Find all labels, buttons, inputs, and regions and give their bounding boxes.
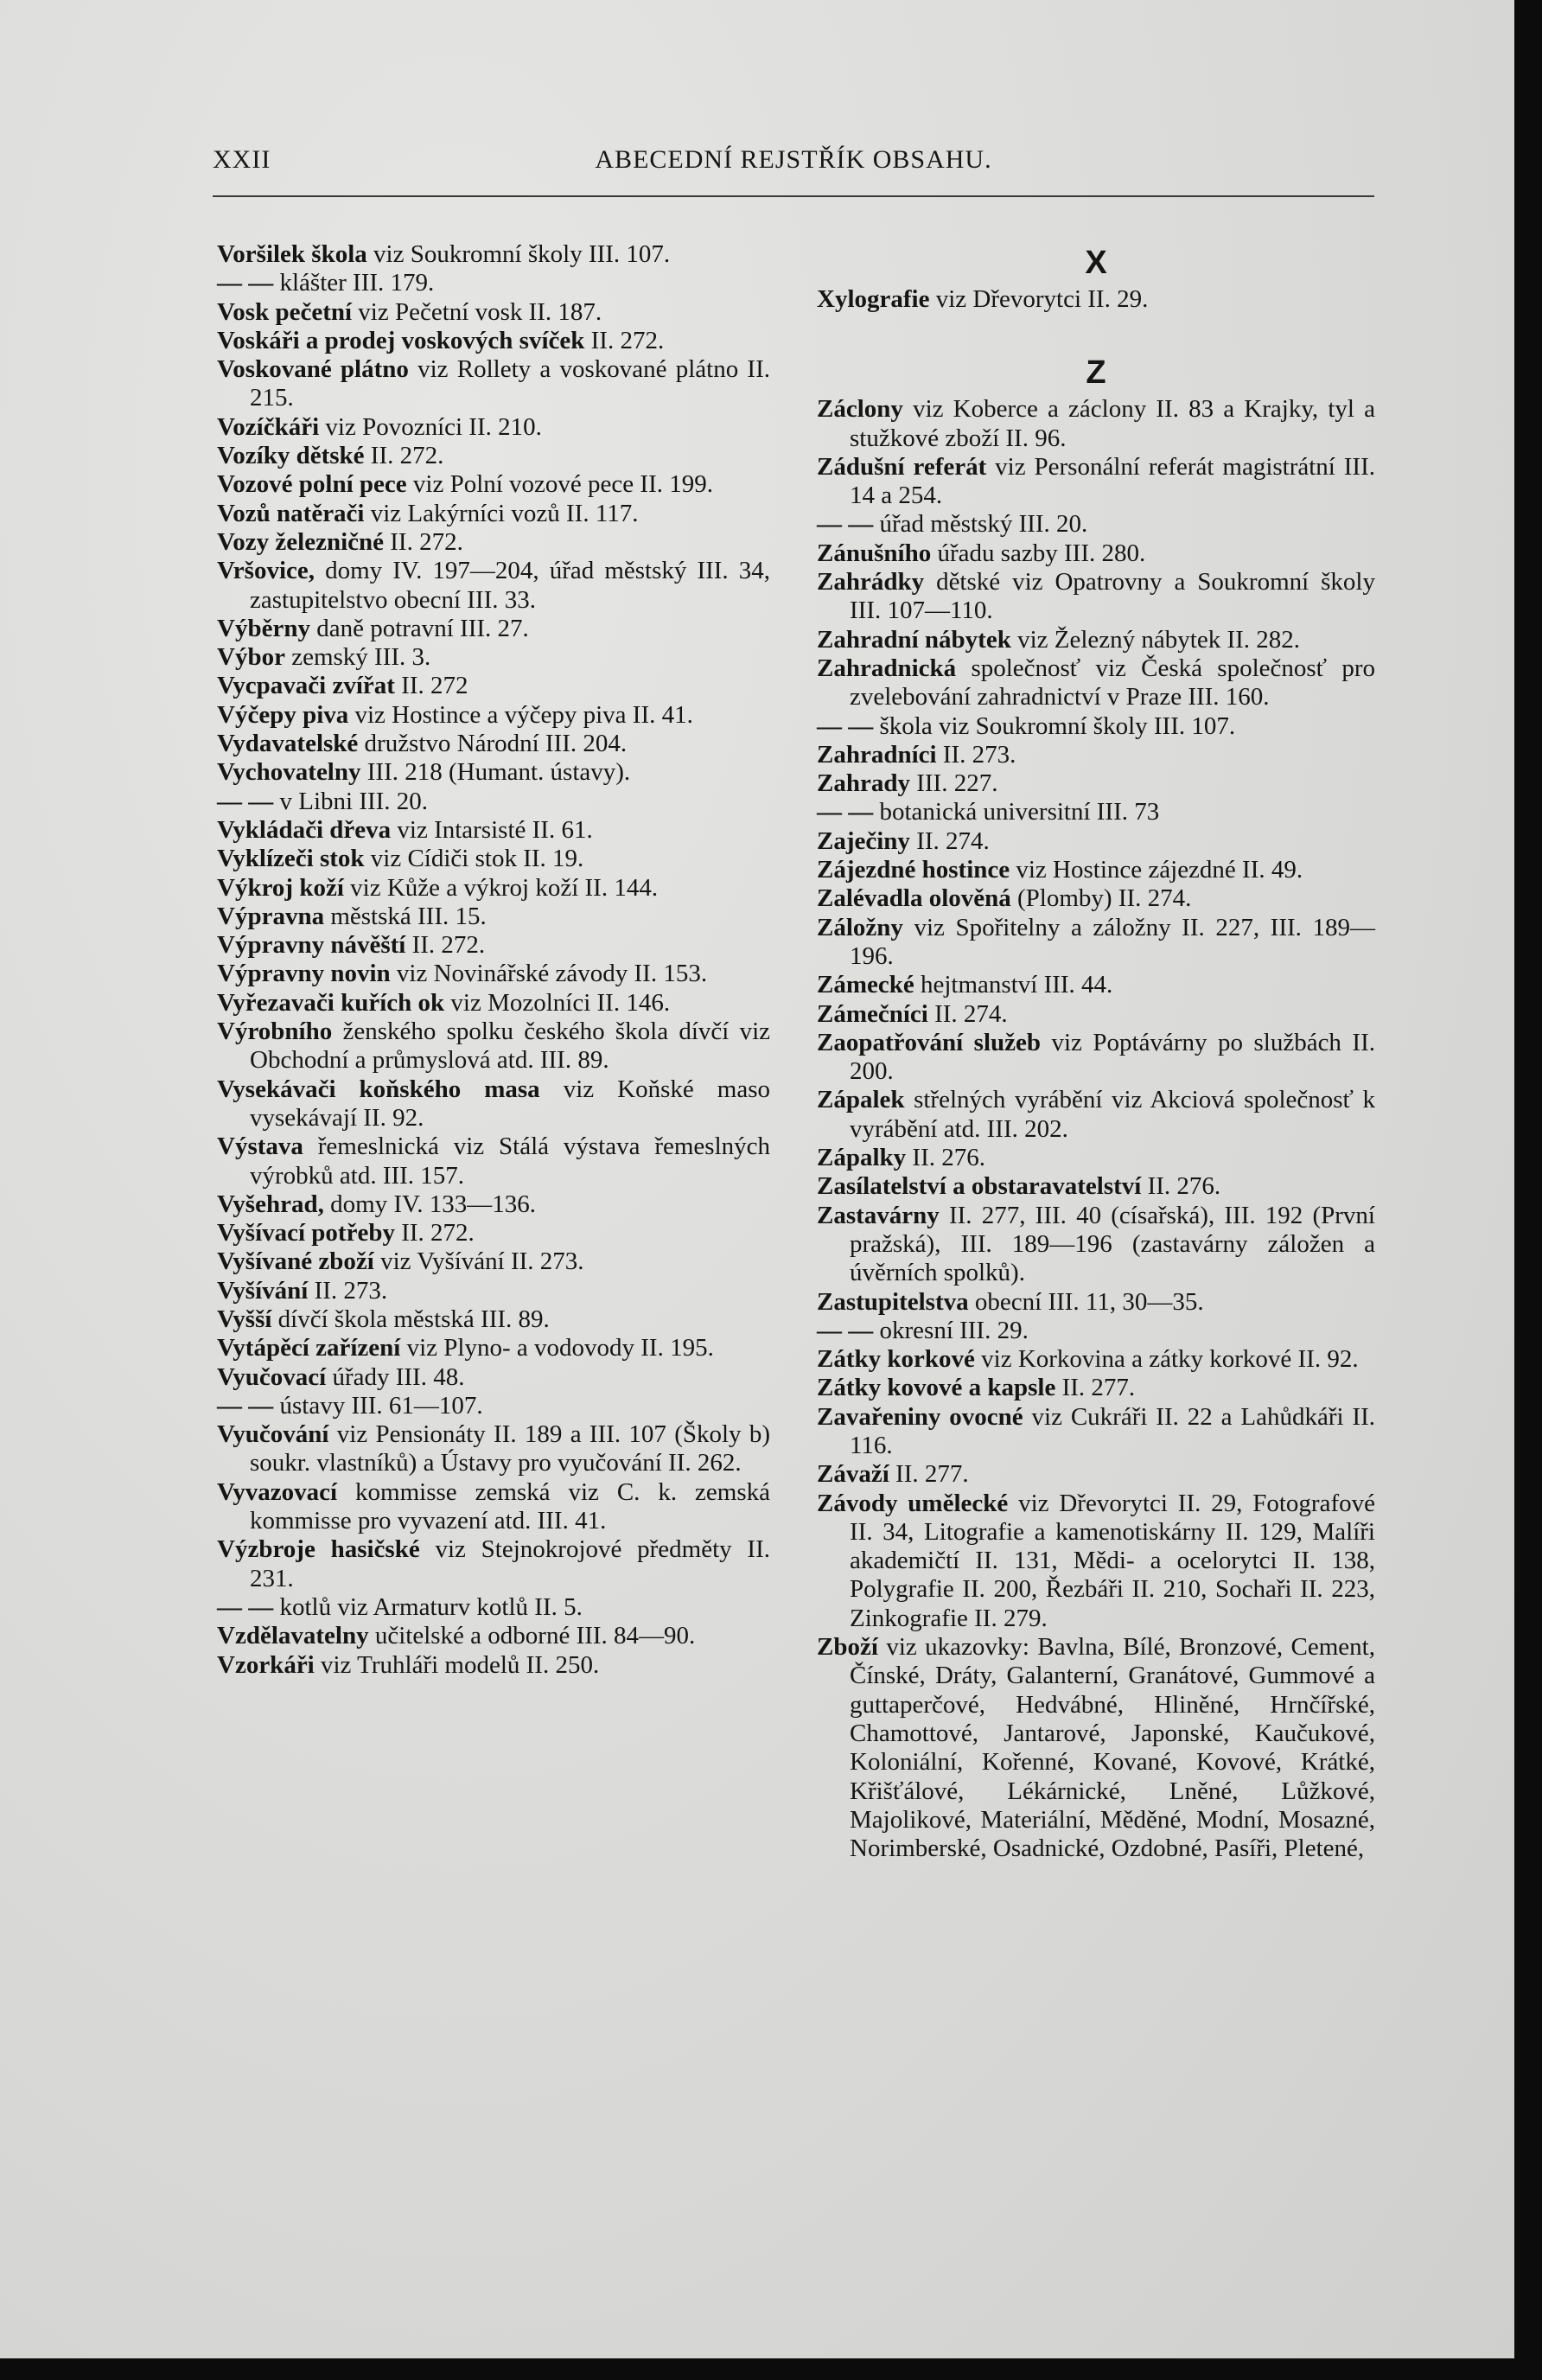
- entry-headword: Vydavatelské: [217, 730, 359, 758]
- index-entry: [217, 1190, 770, 1219]
- entry-references: (Plomby) II. 274.: [1010, 884, 1192, 913]
- entry-references: ústavy III. 61—107.: [273, 1391, 483, 1420]
- entry-headword: Zápalek: [817, 1086, 905, 1114]
- entry-headword: Zastupitelstva: [817, 1287, 969, 1316]
- entry-headword: Voskované plátno: [217, 355, 409, 384]
- entry-references: učitelské a odborné III. 84—90.: [368, 1622, 696, 1650]
- header-rule: [213, 195, 1374, 197]
- index-entry: [217, 1651, 770, 1680]
- entry-headword: Vosk pečetní: [217, 297, 353, 326]
- entry-headword: Výrobního: [217, 1018, 333, 1046]
- entry-headword: — —: [217, 1592, 274, 1621]
- entry-references: II. 277, III. 40 (císařská), III. 192 (První pražská), III. 189—196 (zastavárny záložen a úvěrních spolků).: [850, 1201, 1375, 1287]
- entry-references: viz Kůže a výkroj koží II. 144.: [343, 873, 659, 902]
- entry-headword: Zahradní nábytek: [817, 625, 1011, 654]
- index-entry: [217, 1535, 770, 1593]
- entry-references: viz Vyšívání II. 273.: [373, 1247, 584, 1276]
- index-entry: [817, 568, 1375, 626]
- entry-headword: Výpravny novin: [217, 960, 391, 988]
- index-entry: [817, 626, 1375, 654]
- index-entry: [217, 1018, 770, 1075]
- entry-headword: Vykládači dřeva: [217, 815, 392, 844]
- entry-headword: Zátky korkové: [817, 1345, 975, 1374]
- entry-references: viz Soukromní školy III. 107.: [366, 240, 671, 268]
- entry-references: botanická universitní III. 73: [873, 798, 1160, 826]
- index-entry: [817, 285, 1375, 314]
- entry-references: II. 274.: [909, 826, 990, 855]
- entry-references: II. 272.: [364, 442, 444, 470]
- entry-references: domy IV. 133—136.: [323, 1190, 536, 1218]
- entry-references: viz Stejnokrojové předměty II. 231.: [250, 1535, 770, 1592]
- index-entry: [217, 355, 770, 413]
- index-entry: [817, 971, 1375, 999]
- index-entry: [817, 1374, 1375, 1402]
- index-entry: [217, 327, 770, 355]
- index-entry: [217, 413, 770, 442]
- entry-headword: Vyklízeči stok: [217, 845, 365, 873]
- entry-headword: Vozové polní pece: [217, 470, 407, 499]
- entry-references: viz Polní vozové pece II. 199.: [406, 470, 713, 499]
- entry-headword: Výzbroje hasičské: [217, 1535, 420, 1564]
- entry-references: řemeslnická viz Stálá výstava řemeslných výrobků atd. III. 157.: [250, 1133, 770, 1190]
- index-entry: [217, 816, 770, 845]
- entry-references: viz Dřevorytci II. 29.: [929, 285, 1149, 313]
- entry-references: úřadu sazby III. 280.: [931, 539, 1146, 567]
- entry-headword: Zátky kovové a kapsle: [817, 1374, 1056, 1402]
- index-entry: [217, 500, 770, 528]
- index-entry: [217, 1133, 770, 1190]
- entry-references: hejtmanství III. 44.: [914, 971, 1113, 999]
- index-entry: [217, 672, 770, 700]
- entry-headword: Vršovice,: [217, 557, 315, 585]
- entry-headword: Zahrady: [817, 769, 910, 798]
- entry-headword: Vyřezavači kuřích ok: [217, 988, 445, 1017]
- index-entry: [217, 1593, 770, 1622]
- entry-references: klášter III. 179.: [273, 269, 435, 297]
- entry-headword: Vyšehrad,: [217, 1190, 324, 1218]
- section-gap: [817, 314, 1375, 350]
- running-header: [213, 145, 1374, 180]
- entry-headword: Vozíky dětské: [217, 442, 365, 470]
- index-entry: [217, 758, 770, 787]
- entry-references: viz Cukráři II. 22 a Lahůdkáři II. 116.: [850, 1402, 1375, 1459]
- entry-headword: Zavařeniny ovocné: [817, 1402, 1023, 1431]
- entry-references: viz Železný nábytek II. 282.: [1010, 625, 1301, 654]
- entry-references: viz Hostince a výčepy piva II. 41.: [348, 700, 693, 729]
- entry-references: družstvo Národní III. 204.: [358, 730, 628, 758]
- index-entry: [217, 1420, 770, 1478]
- entry-references: škola viz Soukromní školy III. 107.: [873, 711, 1236, 740]
- left-column: [217, 240, 770, 1680]
- entry-headword: Vychovatelny: [217, 758, 361, 787]
- entry-references: domy IV. 197—204, úřad městský III. 34, zastupitelstvo obecní III. 33.: [250, 557, 770, 614]
- entry-headword: Zájezdné hostince: [817, 856, 1010, 884]
- entry-headword: Záclony: [817, 395, 903, 424]
- entry-references: viz Mozolníci II. 146.: [444, 988, 671, 1017]
- entry-references: viz Intarsisté II. 61.: [391, 815, 593, 844]
- entry-references: II. 272.: [394, 1219, 475, 1247]
- index-entry: [817, 1460, 1375, 1489]
- index-entry: [217, 1363, 770, 1392]
- entry-references: viz Pensionáty II. 189 a III. 107 (Školy b) soukr. vlastníků) a Ústavy pro vyučování II. 262.: [250, 1420, 770, 1477]
- entry-headword: — —: [217, 787, 274, 815]
- entry-headword: Zahradnická: [817, 654, 957, 682]
- index-entry: [817, 798, 1375, 826]
- index-entry: [217, 903, 770, 931]
- index-entry: [817, 914, 1375, 972]
- entry-references: viz Koňské maso vysekávají II. 92.: [250, 1075, 770, 1132]
- index-entry: [817, 1172, 1375, 1201]
- entry-references: II. 272.: [384, 527, 463, 556]
- entry-headword: — —: [217, 269, 274, 297]
- entry-references: III. 227.: [909, 769, 998, 798]
- index-entry: [217, 1219, 770, 1247]
- entry-headword: Zaopatřování služeb: [817, 1028, 1042, 1056]
- entry-headword: — —: [217, 1391, 274, 1420]
- index-entry: [817, 1345, 1375, 1374]
- section-letter: Z: [1086, 354, 1106, 392]
- entry-references: viz Lakýrníci vozů II. 117.: [364, 499, 639, 527]
- entry-references: obecní III. 11, 30—35.: [968, 1287, 1204, 1316]
- entry-headword: Xylografie: [817, 285, 930, 313]
- entry-references: viz Koberce a záclony II. 83 a Krajky, tyl a stužkové zboží II. 96.: [850, 395, 1375, 452]
- index-entry: [817, 1403, 1375, 1461]
- index-entry: [217, 240, 770, 269]
- entry-headword: Vyučovací: [217, 1362, 327, 1391]
- entry-references: II. 272.: [405, 931, 486, 960]
- entry-headword: — —: [817, 510, 874, 539]
- index-entry: [217, 960, 770, 988]
- entry-references: střelných vyrábění viz Akciová společnosť k vyrábění atd. III. 202.: [850, 1086, 1375, 1143]
- entry-headword: Závaží: [817, 1460, 889, 1489]
- entry-headword: Výčepy piva: [217, 700, 349, 729]
- index-entry: [817, 1202, 1375, 1288]
- entry-references: městská III. 15.: [324, 902, 487, 930]
- index-entry: [817, 1288, 1375, 1317]
- entry-references: viz Spořitelny a záložny II. 227, III. 189—196.: [850, 913, 1375, 970]
- entry-references: daně potravní III. 27.: [309, 614, 529, 642]
- index-entry: [817, 827, 1375, 856]
- entry-references: okresní III. 29.: [873, 1316, 1029, 1344]
- entry-headword: — —: [817, 798, 874, 826]
- entry-references: viz Cídiči stok II. 19.: [364, 845, 584, 873]
- section-letter: X: [1085, 245, 1107, 281]
- index-entry: [217, 874, 770, 903]
- entry-references: viz Novinářské závody II. 153.: [390, 960, 708, 988]
- entry-headword: Vycpavači zvířat: [217, 672, 395, 700]
- entry-references: dětské viz Opatrovny a Soukromní školy III. 107—110.: [850, 568, 1375, 625]
- index-entry: [817, 1317, 1375, 1345]
- index-entry: [817, 769, 1375, 798]
- index-entry: [817, 856, 1375, 884]
- index-entry: [817, 741, 1375, 769]
- index-entry: [217, 931, 770, 960]
- entry-headword: Voskáři a prodej voskových svíček: [217, 326, 585, 354]
- entry-headword: Vozy železničné: [217, 527, 385, 556]
- index-entry: [217, 1334, 770, 1362]
- entry-headword: Výstava: [217, 1133, 303, 1161]
- entry-headword: Zastavárny: [817, 1201, 940, 1229]
- entry-headword: Výpravna: [217, 902, 325, 930]
- entry-references: II. 273.: [308, 1276, 388, 1305]
- index-entry: [217, 1392, 770, 1420]
- entry-headword: Zahrádky: [817, 568, 925, 597]
- entry-references: společnosť viz Česká společnosť pro zvelebování zahradnictví v Praze III. 160.: [850, 654, 1375, 711]
- entry-references: zemský III. 3.: [284, 643, 431, 672]
- index-entry: [217, 701, 770, 730]
- index-entry: [217, 1075, 770, 1133]
- entry-headword: Zalévadla olověná: [817, 884, 1011, 913]
- entry-references: viz Truhláři modelů II. 250.: [314, 1650, 600, 1679]
- entry-headword: Vzdělavatelny: [217, 1622, 369, 1650]
- entry-references: ženského spolku českého škola dívčí viz Obchodní a průmyslová atd. III. 89.: [250, 1018, 770, 1075]
- index-entry: [817, 510, 1375, 539]
- entry-references: viz Personální referát magistrátní III. 14 a 254.: [850, 452, 1375, 510]
- index-entry: [217, 615, 770, 643]
- entry-headword: Zádušní referát: [817, 452, 987, 481]
- entry-headword: Vyšívané zboží: [217, 1247, 374, 1276]
- entry-references: viz Plyno- a vodovody II. 195.: [400, 1334, 714, 1362]
- index-entry: [217, 1622, 770, 1650]
- index-entry: [817, 1086, 1375, 1144]
- index-entry: [817, 1144, 1375, 1172]
- index-entry: [217, 528, 770, 557]
- entry-headword: Zboží: [817, 1633, 878, 1662]
- entry-headword: Vyšívání: [217, 1276, 309, 1305]
- index-entry: [817, 1633, 1375, 1863]
- entry-headword: Výbor: [217, 643, 285, 672]
- entry-headword: Zámecké: [817, 971, 914, 999]
- entry-headword: Vytápěcí zařízení: [217, 1334, 401, 1362]
- page-title: ABECEDNÍ REJSTŘÍK OBSAHU.: [595, 145, 992, 174]
- entry-headword: Zaječiny: [817, 826, 910, 855]
- entry-headword: Zápalky: [817, 1144, 907, 1172]
- entry-references: viz Korkovina a zátky korkové II. 92.: [974, 1345, 1359, 1374]
- page-number: XXII: [213, 145, 271, 174]
- entry-headword: Vyšší: [217, 1305, 272, 1333]
- entry-references: II. 274.: [927, 999, 1008, 1028]
- index-entry: [217, 1277, 770, 1305]
- index-entry: [217, 557, 770, 615]
- entry-headword: Vyšívací potřeby: [217, 1219, 395, 1247]
- index-entry: [817, 395, 1375, 453]
- entry-headword: Vozů natěrači: [217, 499, 365, 527]
- entry-references: úřady III. 48.: [326, 1362, 465, 1391]
- entry-references: viz Povozníci II. 210.: [319, 412, 542, 441]
- entry-headword: — —: [817, 711, 874, 740]
- entry-references: v Libni III. 20.: [273, 787, 429, 815]
- entry-references: viz Poptávárny po službách II. 200.: [850, 1028, 1375, 1086]
- entry-references: kotlů viz Armaturv kotlů II. 5.: [273, 1592, 583, 1621]
- entry-references: viz Rollety a voskované plátno II. 215.: [250, 355, 770, 412]
- entry-references: viz Pečetní vosk II. 187.: [352, 297, 602, 326]
- index-entry: [217, 1305, 770, 1334]
- index-entry: [817, 1000, 1375, 1029]
- entry-headword: Zámečníci: [817, 999, 928, 1028]
- index-entry: [217, 298, 770, 327]
- entry-headword: Zánušního: [817, 539, 932, 567]
- index-entry: [217, 1478, 770, 1536]
- index-entry: [817, 453, 1375, 511]
- index-entry: [217, 442, 770, 470]
- entry-headword: Vyvazovací: [217, 1477, 338, 1506]
- index-entry: [217, 730, 770, 758]
- entry-headword: Závody umělecké: [817, 1489, 1009, 1517]
- entry-references: viz Hostince zájezdné II. 49.: [1010, 856, 1303, 884]
- entry-references: II. 272.: [584, 326, 665, 354]
- right-column: [817, 240, 1375, 1863]
- entry-references: III. 218 (Humant. ústavy).: [360, 758, 631, 787]
- entry-headword: Voršilek škola: [217, 240, 367, 268]
- index-entry: [817, 654, 1375, 712]
- entry-references: dívčí škola městská III. 89.: [271, 1305, 550, 1333]
- entry-headword: Vyučování: [217, 1420, 329, 1449]
- index-entry: [217, 989, 770, 1018]
- index-entry: [217, 470, 770, 499]
- entry-headword: Vzorkáři: [217, 1650, 315, 1679]
- entry-references: viz ukazovky: Bavlna, Bílé, Bronzové, Cement, Čínské, Dráty, Galanterní, Granátové, Gummové a guttaperčové, Hedvábné, Hliněné, Hrnčířské, Chamottové, Jantarové, Japonské, Kaučukové, Koloniální, Kořenné, Kované, Kovové, Krátké, Křišťálové, Lékárnické, Lněné, Lůžkové, Majolikové, Materiální, Měděné, Modní, Mosazné, Norimberské, Osadnické, Ozdobné, Pasíři, Pletené,: [850, 1633, 1375, 1863]
- entry-headword: Záložny: [817, 913, 903, 941]
- entry-references: II. 276.: [1141, 1172, 1221, 1201]
- index-entry: [817, 1490, 1375, 1633]
- entry-references: II. 272: [394, 672, 468, 700]
- index-entry: [217, 269, 770, 297]
- index-entry: [817, 884, 1375, 913]
- entry-references: úřad městský III. 20.: [873, 510, 1088, 539]
- entry-headword: Výpravny návěští: [217, 931, 406, 960]
- entry-headword: Výběrny: [217, 614, 310, 642]
- index-entry: [217, 788, 770, 816]
- index-entry: [817, 712, 1375, 741]
- index-entry: [217, 643, 770, 672]
- entry-references: kommisse zemská viz C. k. zemská kommisse pro vyvazení atd. III. 41.: [250, 1477, 770, 1535]
- entry-headword: Vozíčkáři: [217, 412, 320, 441]
- entry-references: II. 273.: [936, 740, 1016, 769]
- entry-headword: Vysekávači koňského masa: [217, 1075, 540, 1103]
- entry-headword: Zasílatelství a obstaravatelství: [817, 1172, 1142, 1201]
- entry-headword: Výkroj koží: [217, 873, 344, 902]
- index-entry: [817, 1029, 1375, 1087]
- entry-headword: — —: [817, 1316, 874, 1344]
- entry-references: II. 277.: [1055, 1374, 1136, 1402]
- entry-references: II. 276.: [906, 1144, 985, 1172]
- entry-references: viz Dřevorytci II. 29, Fotografové II. 34, Litografie a kamenotiskárny II. 129, Malíři akademičtí II. 131, Mědi- a ocelorytci II. 138, Polygrafie II. 200, Řezbáři II. 210, Sochaři II. 223, Zinkografie II. 279.: [850, 1489, 1375, 1632]
- index-entry: [817, 539, 1375, 568]
- index-entry: [217, 845, 770, 873]
- entry-references: II. 277.: [889, 1460, 969, 1489]
- index-entry: [217, 1247, 770, 1276]
- entry-headword: Zahradníci: [817, 740, 937, 769]
